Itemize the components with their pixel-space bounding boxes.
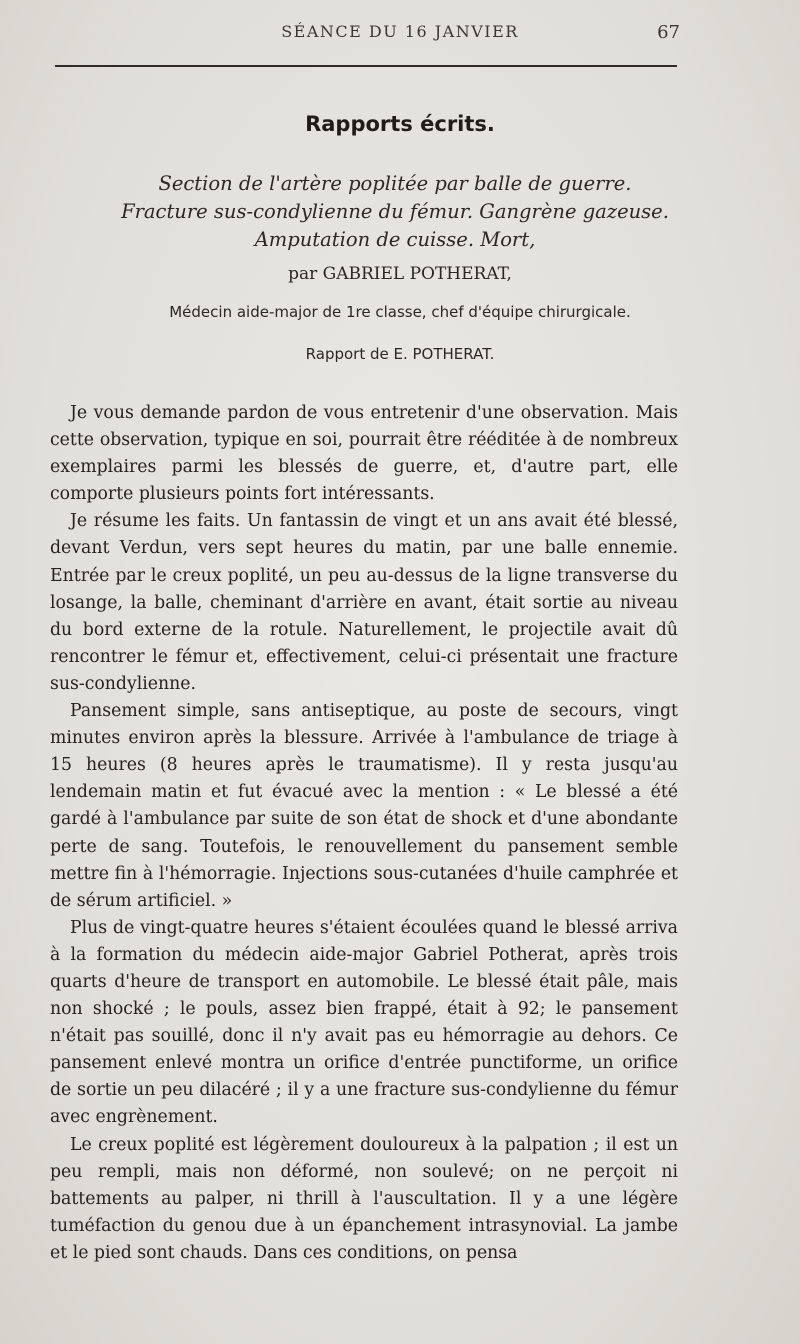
body-paragraph: Je vous demande pardon de vous entretenir d'une observation. Mais cette observation, typique en soi, pourrait être rééditée à de nombreux exemplaires parmi les blessés de guerre, et, d'autre part, elle comporte plusieurs points fort intéressants. xyxy=(50,403,678,505)
author-byline: par GABRIEL POTHERAT, xyxy=(288,264,512,284)
running-title: SÉANCE DU 16 JANVIER xyxy=(281,22,519,41)
article-title-line: Amputation de cuisse. Mort, xyxy=(254,228,536,251)
report-attribution: Rapport de E. POTHERAT. xyxy=(305,345,495,363)
article-title-line: Fracture sus-condylienne du fémur. Gangrène gazeuse. xyxy=(121,200,669,223)
section-heading: Rapports écrits. xyxy=(305,112,495,136)
body-paragraph: Plus de vingt-quatre heures s'étaient écoulées quand le blessé arriva à la formation du médecin aide-major Gabriel Potherat, après trois quarts d'heure de transport en automobile. Le blessé était pâle, mais non shocké ; le pouls, assez bien frappé, était à 92; le pansement n'était pas souillé, donc il n'y avait pas eu hémorragie au dehors. Ce pansement enlevé montra un orifice d'entrée punctiforme, un orifice de sortie un peu dilacéré ; il y a une fracture sus-condylienne du fémur avec engrènement. xyxy=(50,917,678,1128)
article-title xyxy=(55,170,735,254)
body-paragraph: Le creux poplité est légèrement douloureux à la palpation ; il est un peu rempli, mais non déformé, non soulevé; on ne perçoit ni battements au palper, ni thrill à l'auscultation. Il y a une légère tuméfaction du genou due à un épanchement intrasynovial. La jambe et le pied sont chauds. Dans ces conditions, on pensa xyxy=(50,1134,678,1263)
article-body xyxy=(50,400,678,1267)
page-number: 67 xyxy=(657,22,680,43)
running-head xyxy=(0,22,800,46)
body-paragraph: Je résume les faits. Un fantassin de vingt et un ans avait été blessé, devant Verdun, vers sept heures du matin, par une balle ennemie. Entrée par le creux poplité, un peu au-dessus de la ligne transverse du losange, la balle, cheminant d'arrière en avant, était sortie au niveau du bord externe de la rotule. Naturellement, le projectile avait dû rencontrer le fémur et, effectivement, celui-ci présentait une fracture sus-condylienne. xyxy=(50,511,678,694)
body-paragraph: Pansement simple, sans antiseptique, au poste de secours, vingt minutes environ après la blessure. Arrivée à l'ambulance de triage à 15 heures (8 heures après le traumatisme). Il y resta jusqu'au lendemain matin et fut évacué avec la mention : « Le blessé a été gardé à l'ambulance par suite de son état de shock et d'une abondante perte de sang. Toutefois, le renouvellement du pansement semble mettre fin à l'hémorragie. Injections sous-cutanées d'huile camphrée et de sérum artificiel. » xyxy=(50,701,678,911)
author-affiliation: Médecin aide-major de 1re classe, chef d'équipe chirurgicale. xyxy=(169,303,631,321)
article-title-line: Section de l'artère poplitée par balle de guerre. xyxy=(158,172,632,195)
header-rule xyxy=(55,65,677,67)
